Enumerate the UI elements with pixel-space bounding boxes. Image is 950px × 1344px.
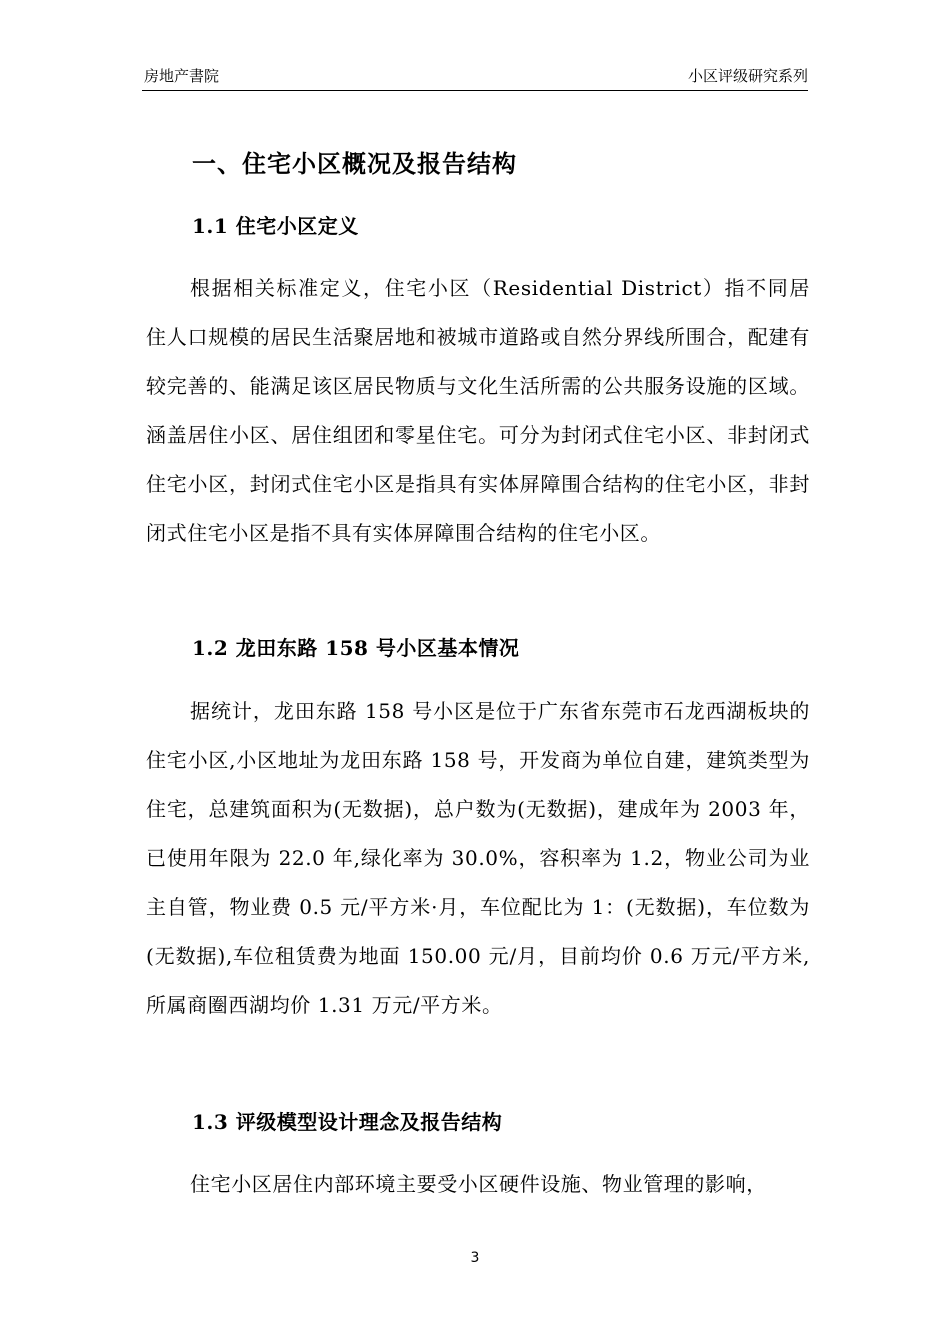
header-divider [142,90,808,91]
section-heading-1-3: 1.3 评级模型设计理念及报告结构 [192,1110,503,1134]
chapter-title: 一、住宅小区概况及报告结构 [192,149,517,178]
section-heading-1-2: 1.2 龙田东路 158 号小区基本情况 [192,636,520,660]
section-paragraph-1-1: 根据相关标准定义，住宅小区（Residential District）指不同居住人口规模的居民生活聚居地和被城市道路或自然分界线所围合，配建有较完善的、能满足该区居民物质与文化生活所需的公共服务设施的区域。涵盖居住小区、居住组团和零星住宅。可分为封闭式住宅小区、非封闭式住宅小区，封闭式住宅小区是指具有实体屏障围合结构的住宅小区，非封闭式住宅小区是指不具有实体屏障围合结构的住宅小区。 [146,276,810,545]
section-paragraph-1-3: 住宅小区居住内部环境主要受小区硬件设施、物业管理的影响， [190,1172,767,1196]
header-publisher: 房地产書院 [144,67,220,85]
header-series-title: 小区评级研究系列 [687,67,808,85]
section-paragraph-1-2: 据统计，龙田东路 158 号小区是位于广东省东莞市石龙西湖板块的住宅小区,小区地址为龙田东路 158 号，开发商为单位自建，建筑类型为住宅，总建筑面积为(无数据)，总户数为(无数据)，建成年为 2003 年，已使用年限为 22.0 年,绿化率为 30.0%，容积率为 1.2，物业公司为业主自管，物业费 0.5 元/平方米·月，车位配比为 1：(无数据)，车位数为(无数据),车位租赁费为地面 150.00 元/月，目前均价 0.6 万元/平方米,所属商圈西湖均价 1.31 万元/平方米。 [146,699,810,1017]
section-heading-1-1: 1.1 住宅小区定义 [192,214,359,238]
page-number: 3 [470,1250,480,1266]
